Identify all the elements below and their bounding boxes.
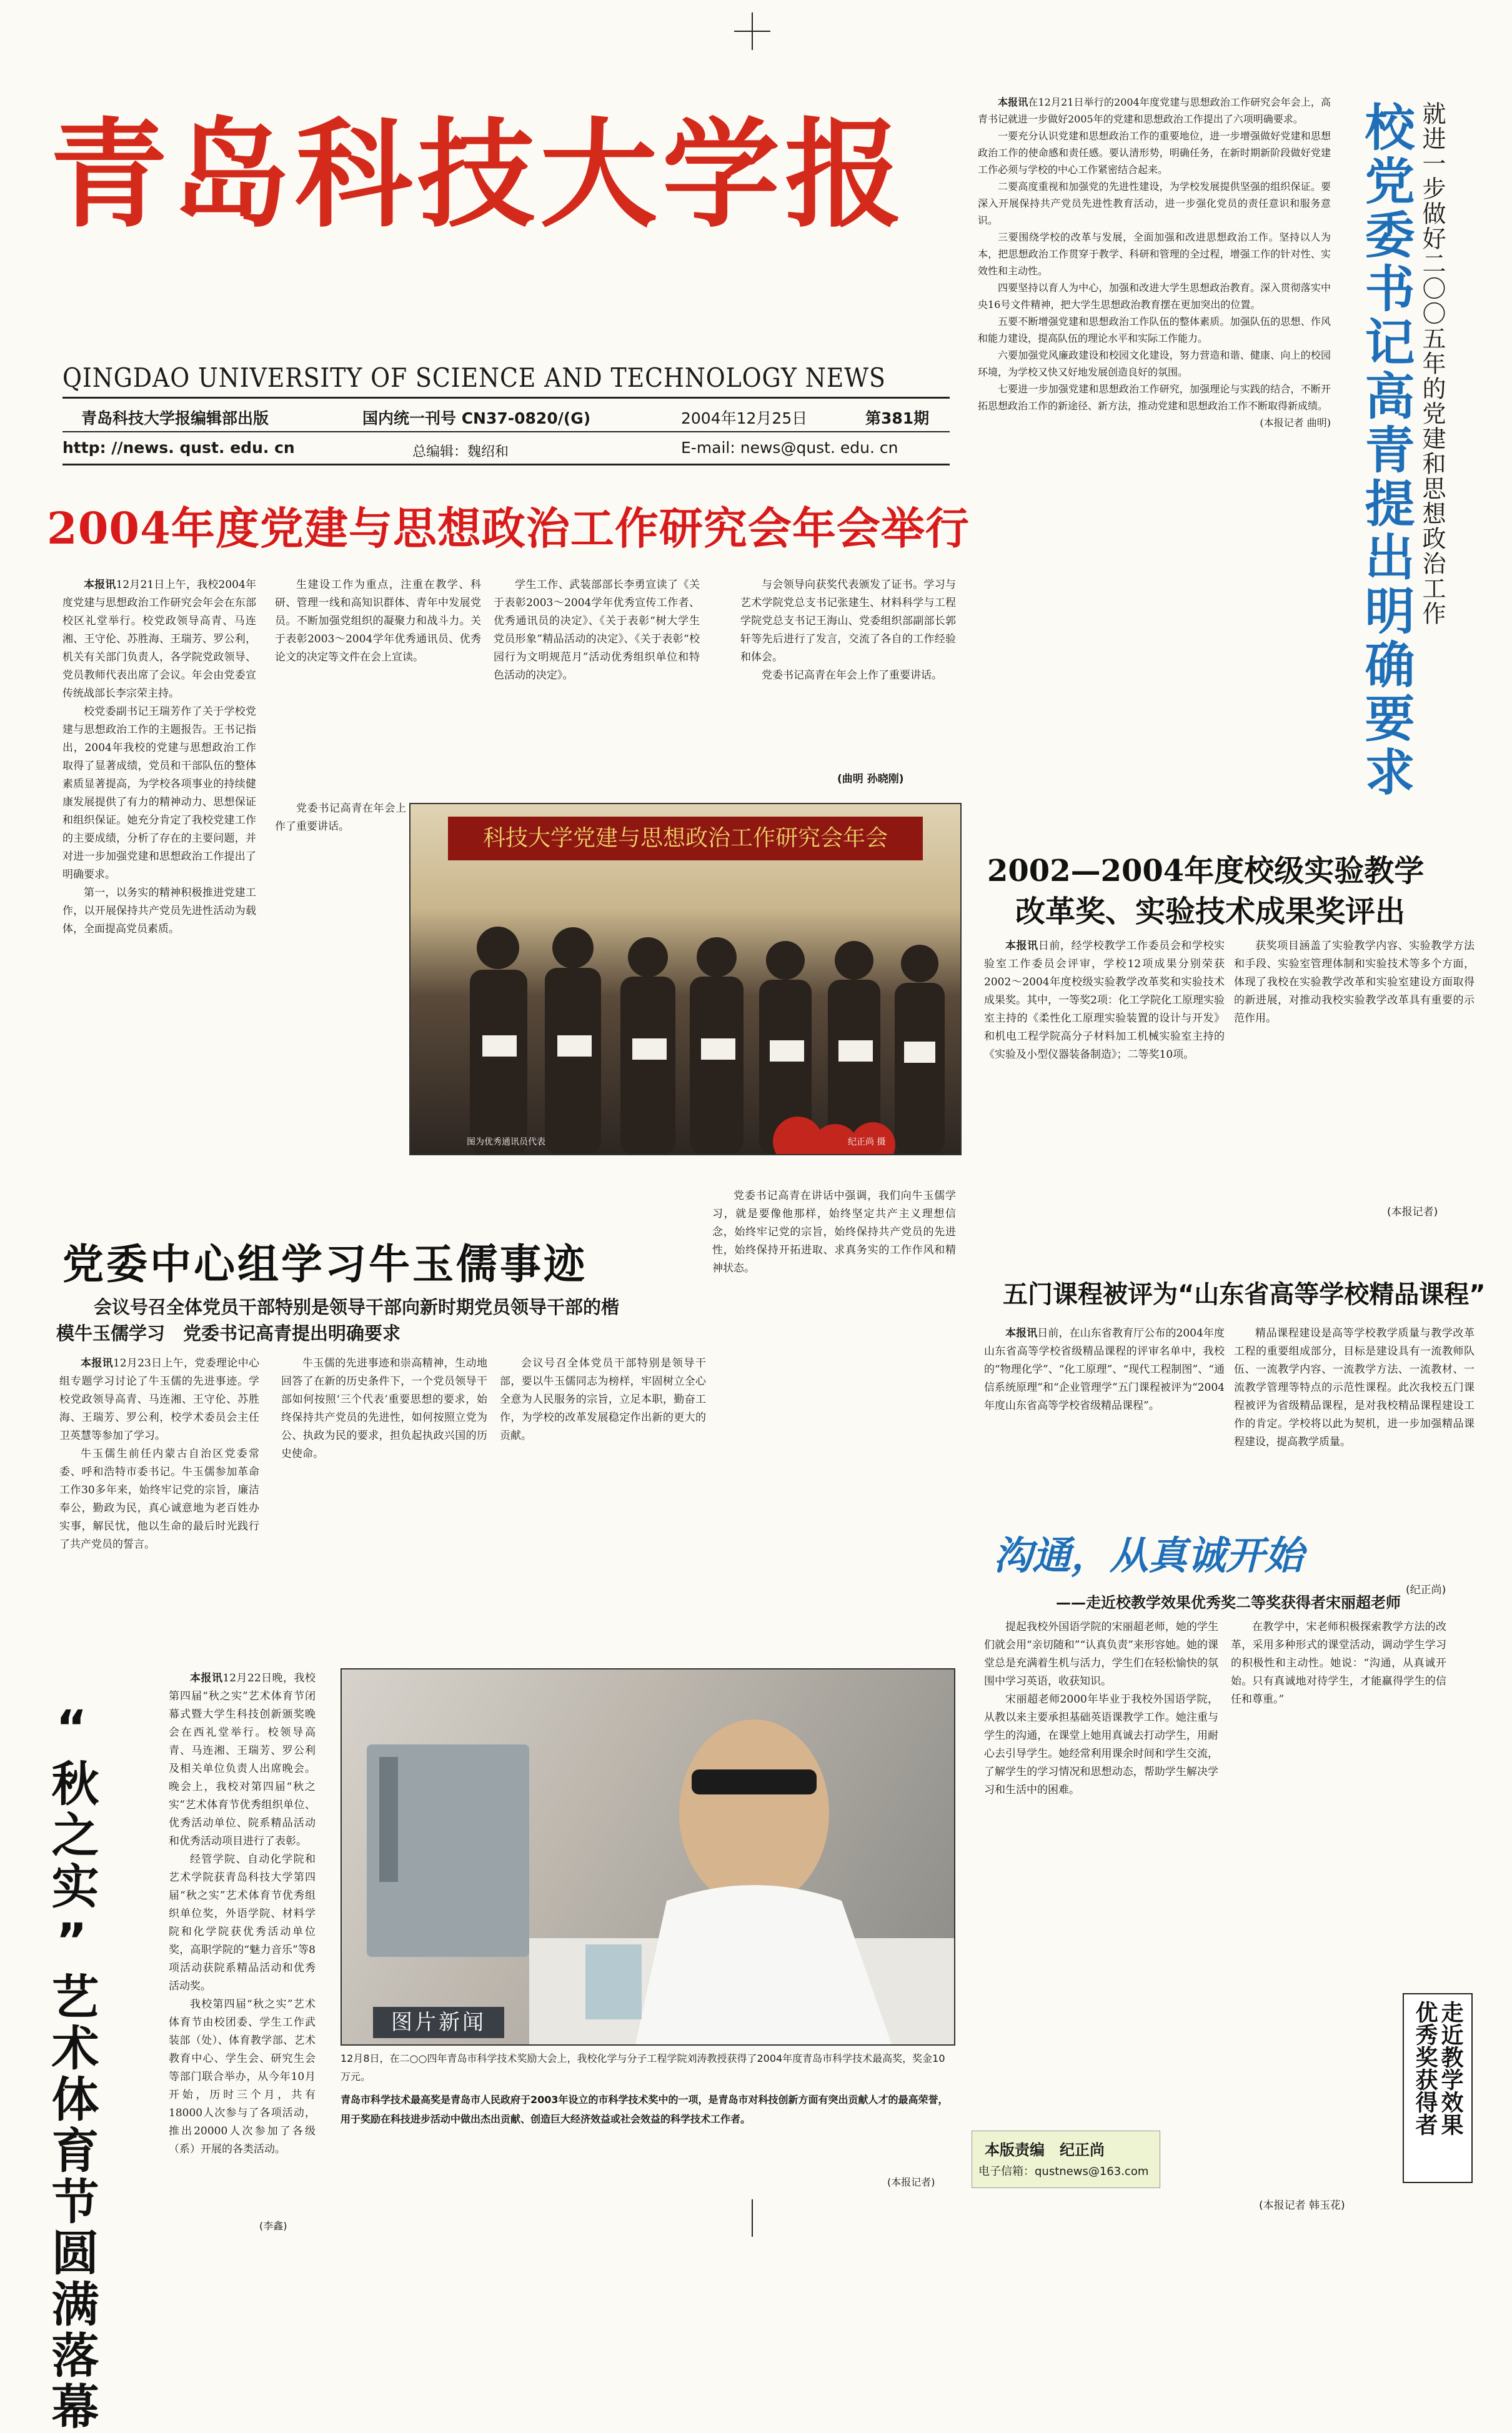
party-meeting-byline: 本报讯 — [84, 579, 116, 591]
article-secretary — [978, 94, 1478, 800]
registration-mark-bottom — [752, 2199, 753, 2237]
study-col-4: 党委书记高青在讲话中强调，我们向牛玉儒学习，就是要像他那样，始终坚定共产主义理想信念，始终牢记党的宗旨，始终保持共产党员的先进性，始终保持开拓进取、求真务实的工作作风和精神状态。 — [712, 1190, 956, 1275]
awards-body-col-2: 获奖项目涵盖了实验教学内容、实验教学方法和手段、实验室管理体制和实验技术等多个方面，体现了我校在实验教学改革和实验室建设方面取得的新进展，对推动我校实验教学改革具有重要的示范作用。 — [1234, 940, 1475, 1025]
festival-headline: “秋之实”艺术体育节圆满落幕 — [44, 1699, 99, 2433]
registration-mark-top-bar — [734, 31, 770, 32]
awards-headline-line-1: 2002—2004年度校级实验教学 — [987, 853, 1425, 888]
party-meeting-col-2: 生建设工作为重点，注重在教学、科研、管理一线和高知识群体、青年中发展党员。不断加强党组织的凝聚力和战斗力。关于表彰2003～2004学年优秀通讯员、优秀论文的决定等文件在会上宣读。 — [275, 579, 481, 664]
masthead-email[interactable]: E-mail: news@qust. edu. cn — [681, 439, 898, 457]
party-meeting-credit: (曲明 孙晓刚) — [837, 773, 904, 785]
study-col-1: 本报讯12月23日上午，党委理论中心组专题学习讨论了牛玉儒的先进事迹。学校党政领导高青、马连湘、王守伦、苏胜海、王瑞芳、罗公利，校学术委员会主任卫英慧等参加了学习。 牛玉儒生前任内蒙古自治区党委常委、呼和浩特市委书记。牛玉儒参加革命工作30多年来，始终牢记党的宗旨，廉洁奉公，勤政为民，真心诚意地为老百姓办实事，解民忧，他以生命的最后时光践行了共产党员的誓言。 — [59, 1357, 259, 1551]
teacher-body-col-2: 在教学中，宋老师积极探索教学方法的改革，采用多种形式的课堂活动，调动学生学习的积极性和主动性。她说：“沟通，从真诚开始。只有真诚地对待学生，才能赢得学生的信任和尊重。” — [1231, 1621, 1446, 1706]
courses-credit: (纪正尚) — [1406, 1584, 1446, 1596]
courses-byline: 本报讯 — [1005, 1327, 1038, 1340]
courses-headline: 五门课程被评为“山东省高等学校精品课程” — [1003, 1280, 1486, 1309]
masthead-publisher: 青岛科技大学报编辑部出版 — [81, 409, 269, 427]
courses-body-col-2: 精品课程建设是高等学校教学质量与教学改革工程的重要组成部分，目标是建设具有一流教师队伍、一流教学内容、一流教学方法、一流教材、一流教学管理等特点的示范性课程。此次我校五门课程被评为省级精品课程，是对我校精品课程建设工作的肯定。学校将以此为契机，进一步加强精品课程建设，提高教学质量。 — [1234, 1327, 1475, 1448]
secretary-subhead: 就进一步做好二〇〇五年的党建和思想政治工作 — [1418, 101, 1446, 626]
masthead-rule-mid — [62, 431, 950, 432]
teacher-side-box — [1403, 1993, 1473, 2183]
teacher-side-label-2: 优秀奖获得者 — [1412, 2001, 1438, 2136]
secretary-byline: 本报讯 — [998, 96, 1028, 108]
party-meeting-col-1: 本报讯12月21日上午，我校2004年度党建与思想政治工作研究会年会在东部校区礼堂举行。校党政领导高青、马连湘、王守伦、苏胜海、王瑞芳、罗公利，机关有关部门负责人，各学院党政领导、党员教师代表出席了会议。年会由党委宣传统战部长李宗荣主持。 校党委副书记王瑞芳作了关于学校党建与思想政治工作的主题报告。王书记指出，2004年我校的党建与思想政治工作取得了显著成绩，党员和干部队伍的整体素质显著提高，为学校各项事业的持续健康发展提供了有力的精神动力、思想保证和组织保证。她充分肯定了我校党建工作的主要成绩，分析了存在的主要问题，并对进一步加强党建和思想政治工作提出了明确要求。 第一，以务实的精神积极推进党建工作，以开展保持共产党员先进性活动为载体，全面提高党员素质。 — [62, 579, 256, 935]
secretary-headline: 校党委书记高青提出明确要求 — [1356, 101, 1415, 800]
masthead-cn-number: 国内统一刊号 CN37-0820/(G) — [362, 409, 591, 427]
awards-headline-line-2: 改革奖、实验技术成果奖评出 — [1015, 894, 1406, 929]
photo-news-credit: (本报记者) — [887, 2176, 935, 2188]
festival-credit: (李鑫) — [259, 2220, 287, 2232]
masthead-rule-bottom — [62, 464, 950, 465]
masthead-title: 青岛科技大学报 — [50, 106, 907, 244]
teacher-subhead: ——走近校教学效果优秀奖二等奖获得者宋丽超老师 — [1056, 1594, 1401, 1611]
meeting-photo-caption: 图为优秀通讯员代表 — [467, 1137, 545, 1147]
photo-news-caption: 12月8日，在二○○四年青岛市科学技术奖励大会上，我校化学与分子工程学院刘涛教授获得了2004年度青岛市科学技术最高奖，奖金10万元。 — [341, 2052, 945, 2082]
masthead — [37, 81, 956, 469]
teacher-headline: 沟通，从真诚开始 — [993, 1533, 1304, 1578]
meeting-photo-credit: 纪正尚 摄 — [848, 1137, 886, 1147]
masthead-subtitle-en: QINGDAO UNIVERSITY OF SCIENCE AND TECHNOLOGY NEWS — [62, 362, 886, 393]
awards-byline: 本报讯 — [1005, 940, 1038, 952]
party-meeting-headline: 2004年度党建与思想政治工作研究会年会举行 — [47, 502, 970, 554]
study-subhead-line-2: 模牛玉儒学习 党委书记高青提出明确要求 — [56, 1323, 401, 1344]
masthead-url[interactable]: http: //news. qust. edu. cn — [62, 439, 295, 457]
study-headline: 党委中心组学习牛玉儒事迹 — [62, 1240, 587, 1288]
teacher-side-label-1: 走近教学效果 — [1438, 2001, 1463, 2136]
courses-body-col-1: 本报讯日前，在山东省教育厅公布的2004年度山东省高等学校省级精品课程的评审名单中，我校的“物理化学”、“化工原理”、“现代工程制图”、“通信系统原理”和“企业管理学”五门课程被评为“2004年度山东省高等学校省级精品课程”。 — [984, 1327, 1225, 1412]
footer-editor: 本版责编 纪正尚 — [985, 2141, 1105, 2159]
masthead-date: 2004年12月25日 — [681, 409, 808, 427]
photo-news-extra: 青岛市科学技术最高奖是青岛市人民政府于2003年设立的市科学技术奖中的一项，是青岛市对科技创新方面有突出贡献人才的最高荣誉，用于奖励在科技进步活动中做出杰出贡献、创造巨大经济效益或社会效益的科学技术工作者。 — [341, 2094, 948, 2125]
festival-byline: 本报讯 — [190, 1672, 223, 1684]
secretary-body: 本报讯在12月21日举行的2004年度党建与思想政治工作研究会年会上，高青书记就进一步做好2005年的党建和思想政治工作提出了六项明确要求。 一要充分认识党建和思想政治工作的重要地位，进一步增强做好党建和思想政治工作的使命感和责任感。要认清形势，明确任务，在新时期新阶段做好党建工作必须与学校的中心工作紧密结合起来。 二要高度重视和加强党的先进性建设，为学校发展提供坚强的组织保证。要深入开展保持共产党员先进性教育活动，进一步强化党员的责任意识和服务意识。 三要围绕学校的改革与发展，全面加强和改进思想政治工作。坚持以人为本，把思想政治工作贯穿于教学、科研和管理的全过程，增强工作的针对性、实效性和主动性。 四要坚持以育人为中心，加强和改进大学生思想政治教育。深入贯彻落实中央16号文件精神，把大学生思想政治教育摆在更加突出的位置。 五要不断增强党建和思想政治工作队伍的整体素质。加强队伍的思想、作风和能力建设，提高队伍的理论水平和实际工作能力。 六要加强党风廉政建设和校园文化建设，努力营造和谐、健康、向上的校园环境，为学校又快又好地发展创造良好的氛围。 七要进一步加强党建和思想政治工作研究，加强理论与实践的结合，不断开拓思想政治工作的新途径、新方法，推动党建和思想政治工作不断取得新成绩。 (本报记者 曲明) — [978, 96, 1331, 429]
photo-news-label: 图片新闻 — [373, 2007, 504, 2038]
study-subhead-line-1: 会议号召全体党员干部特别是领导干部向新时期党员领导干部的楷 — [94, 1296, 620, 1318]
study-col-2: 牛玉儒的先进事迹和崇高精神，生动地回答了在新的历史条件下，一个党员领导干部如何按照‘三个代表’重要思想的要求，始终保持共产党员的先进性，如何按照立党为公、执政为民的要求，担负起执政兴国的历史使命。 — [281, 1357, 487, 1460]
awards-credit: (本报记者) — [1387, 1206, 1438, 1218]
study-col-3: 会议号召全体党员干部特别是领导干部，要以牛玉儒同志为榜样，牢固树立全心全意为人民服务的宗旨，立足本职，勤奋工作，为学校的改革发展稳定作出新的更大的贡献。 — [500, 1357, 706, 1442]
scientist-figure — [342, 1669, 954, 2044]
party-meeting-col-3: 学生工作、武装部部长李勇宣读了《关于表彰2003～2004学年优秀宣传工作者、优秀通讯员的决定》、《关于表彰“树大学生党员形象”精品活动的决定》、《关于表彰“校园行为文明规范月”活动优秀组织单位和特色活动的决定》。 — [494, 579, 700, 682]
photo-news-image — [341, 1668, 955, 2046]
masthead-issue: 第381期 — [865, 409, 930, 427]
footer-email[interactable]: 电子信箱：qustnews@163.com — [978, 2165, 1149, 2178]
masthead-rule-top — [62, 397, 950, 399]
party-meeting-col-4: 与会领导向获奖代表颁发了证书。学习与艺术学院党总支书记张建生、材料科学与工程学院党总支书记王海山、党委组织部副部长郭轩等先后进行了发言，交流了各自的工作经验和体会。 党委书记高青在年会上作了重要讲话。 — [740, 579, 956, 682]
meeting-photo-banner: 科技大学党建与思想政治工作研究会年会 — [448, 817, 923, 860]
teacher-credit: (本报记者 韩玉花) — [1259, 2199, 1345, 2212]
party-meeting-col-5: 党委书记高青在年会上作了重要讲话。 — [275, 802, 406, 833]
masthead-editor: 总编辑：魏绍和 — [412, 444, 509, 460]
teacher-body-col-1: 提起我校外国语学院的宋丽超老师，她的学生们就会用“亲切随和”“认真负责”来形容她。她的课堂总是充满着生机与活力，学生们在轻松愉快的氛围中学习英语，收获知识。 宋丽超老师2000年毕业于我校外国语学院，从教以来主要承担基础英语课教学工作。她注重与学生的沟通，在课堂上她用真诚去打动学生，用耐心去引导学生。她经常利用课余时间和学生交流，了解学生的学习情况和思想动态，帮助学生解决学习和生活中的困难。 — [984, 1621, 1218, 1796]
footer-editor-box — [972, 2131, 1160, 2188]
meeting-photo — [409, 803, 962, 1155]
meeting-people-figures — [410, 804, 960, 1154]
festival-body: 本报讯12月22日晚，我校第四届“秋之实”艺术体育节闭幕式暨大学生科技创新颁奖晚会在西礼堂举行。校领导高青、马连湘、王瑞芳、罗公利及相关单位负责人出席晚会。晚会上，我校对第四届“秋之实”艺术体育节优秀组织单位、优秀活动单位、院系精品活动和优秀活动项目进行了表彰。 经管学院、自动化学院和艺术学院获青岛科技大学第四届“秋之实”艺术体育节优秀组织单位奖，外语学院、材料学院和化学院获优秀活动单位奖，高职学院的“魅力音乐”等8项活动获院系精品活动和优秀活动奖。 我校第四届“秋之实”艺术体育节由校团委、学生工作武装部（处）、体育教学部、艺术教育中心、学生会、研究生会等部门联合举办，从今年10月开始，历时三个月，共有18000人次参与了各项活动，推出20000人次参加了各级（系）开展的各类活动。 — [169, 1672, 316, 2156]
study-byline: 本报讯 — [81, 1357, 113, 1370]
awards-body-col-1: 本报讯日前，经学校教学工作委员会和学校实验室工作委员会评审，学校12项成果分别荣获2002～2004年度校级实验教学改革奖和实验技术成果奖。其中，一等奖2项：化工学院化工原理实验室主持的《柔性化工原理实验装置的设计与开发》和机电工程学院高分子材料加工机械实验室主持的《实验及小型仪器装备制造》；二等奖10项。 — [984, 940, 1225, 1061]
